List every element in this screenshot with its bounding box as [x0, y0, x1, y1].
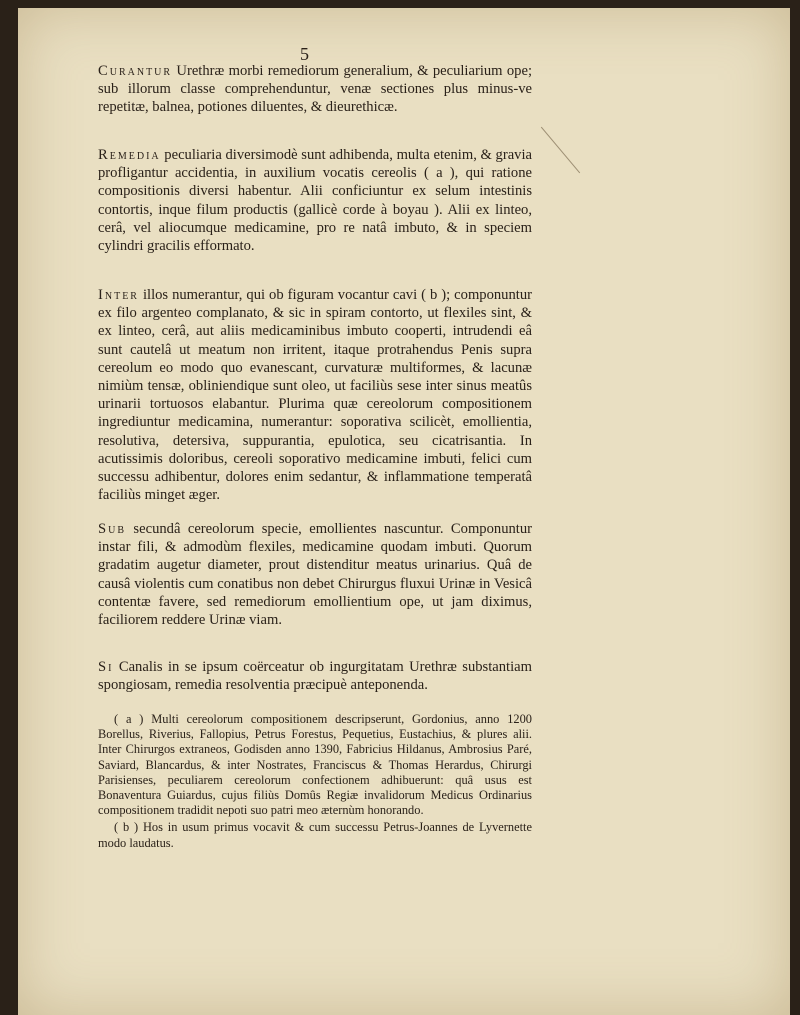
page-number: 5 — [300, 44, 309, 64]
paragraph-2 — [98, 146, 532, 255]
paragraph-text: secundâ cereolorum specie, emollientes nascuntur. Componuntur instar fili, & admodùm flexiles, medicamine quodam imbuti. Quorum gradatim augetur diameter, prout distenditur meatus urinarius. Quâ de causâ violentis cum conatibus non debet Chirurgus fluxui Urinæ in Vesicâ contentæ favere, sed remediorum emollientium ope, ut jam diximus, faciliorem reddere Urinæ viam. — [98, 521, 532, 629]
footnotes — [98, 712, 532, 853]
paragraph-lead: Sub — [98, 521, 127, 537]
paragraph-lead: Curantur — [98, 63, 173, 79]
paragraph-3 — [98, 286, 532, 504]
paragraph-1 — [98, 62, 532, 117]
paragraph-lead: Remedia — [98, 147, 161, 163]
paragraph-4 — [98, 520, 532, 629]
paragraph-5 — [98, 658, 532, 694]
paragraph-lead: Si — [98, 659, 114, 675]
paragraph-text: Canalis in se ipsum coërceatur ob ingurgitatam Urethræ substantiam spongiosam, remedia resolventia præcipuè anteponenda. — [98, 659, 532, 694]
paragraph-lead: Inter — [98, 287, 139, 303]
paragraph-text: peculiaria diversimodè sunt adhibenda, multa etenim, & gravia profligantur accidentia, in auxilium vocatis cereolis ( a ), qui ratione compositionis diversi habentur. Alii conficiuntur ex selum intestinis contortis, inque filum productis (gallicè corde à boyau ). Alii ex linteo, cerâ, vel aliocumque medicamine, pro re natâ imbuto, & in speciem cylindri gracilis efformato. — [98, 147, 532, 255]
footnote-b: ( b ) Hos in usum primus vocavit & cum successu Petrus-Joannes de Lyvernette modo laudatus. — [98, 820, 532, 850]
footnote-a: ( a ) Multi cereolorum compositionem descripserunt, Gordonius, anno 1200 Borellus, Riverius, Fallopius, Petrus Forestus, Pequetius, Eustachius, & plures alii. Inter Chirurgos extraneos, Godisden anno 1390, Fabricius Hildanus, Ambrosius Paré, Saviard, Blancardus, & inter Nostrates, Franciscus & Thomas Herardus, Chirurgi Parisienses, peculiarem cereolorum confectionem adhibuerunt: quâ usus est Bonaventura Guiardus, cujus filiùs Domûs Regiæ invalidorum Medicus Ordinarius compositionem tradidit nepoti suo patri meo æternùm honorando. — [98, 712, 532, 818]
paragraph-text: illos numerantur, qui ob figuram vocantur cavi ( b ); componuntur ex filo argenteo complanato, & sic in spiram contorto, ut flexiles sint, & ex linteo, cerâ, aut aliis medicaminibus imbuto cooperti, intrudendi eâ sunt cautelâ ut meatum non irritent, itaque protrahendus Penis supra cereolum eo modo quo evanescant, curvaturæ multiformes, & lacunæ nimiùm tensæ, obliniendique sunt oleo, ut faciliùs sese inter sinus meatûs urinarii tortuosos elabantur. Plurima quæ cereolorum compositionem ingrediuntur medicamina, numerantur: soporativa scilicèt, emollientia, resolutiva, detersiva, suppurantia, epulotica, seu cicatrisantia. In acutissimis doloribus, cereoli soporativo medicamine imbuti, felici cum successu adhibentur, dolores enim sedantur, & inflammatione temperatâ faciliùs minget æger. — [98, 287, 532, 504]
paragraph-text: Urethræ morbi remediorum generalium, & peculiarium ope; sub illorum classe comprehenduntur, venæ sectiones plus minus-ve repetitæ, balnea, potiones diluentes, & dieurethicæ. — [98, 63, 532, 116]
